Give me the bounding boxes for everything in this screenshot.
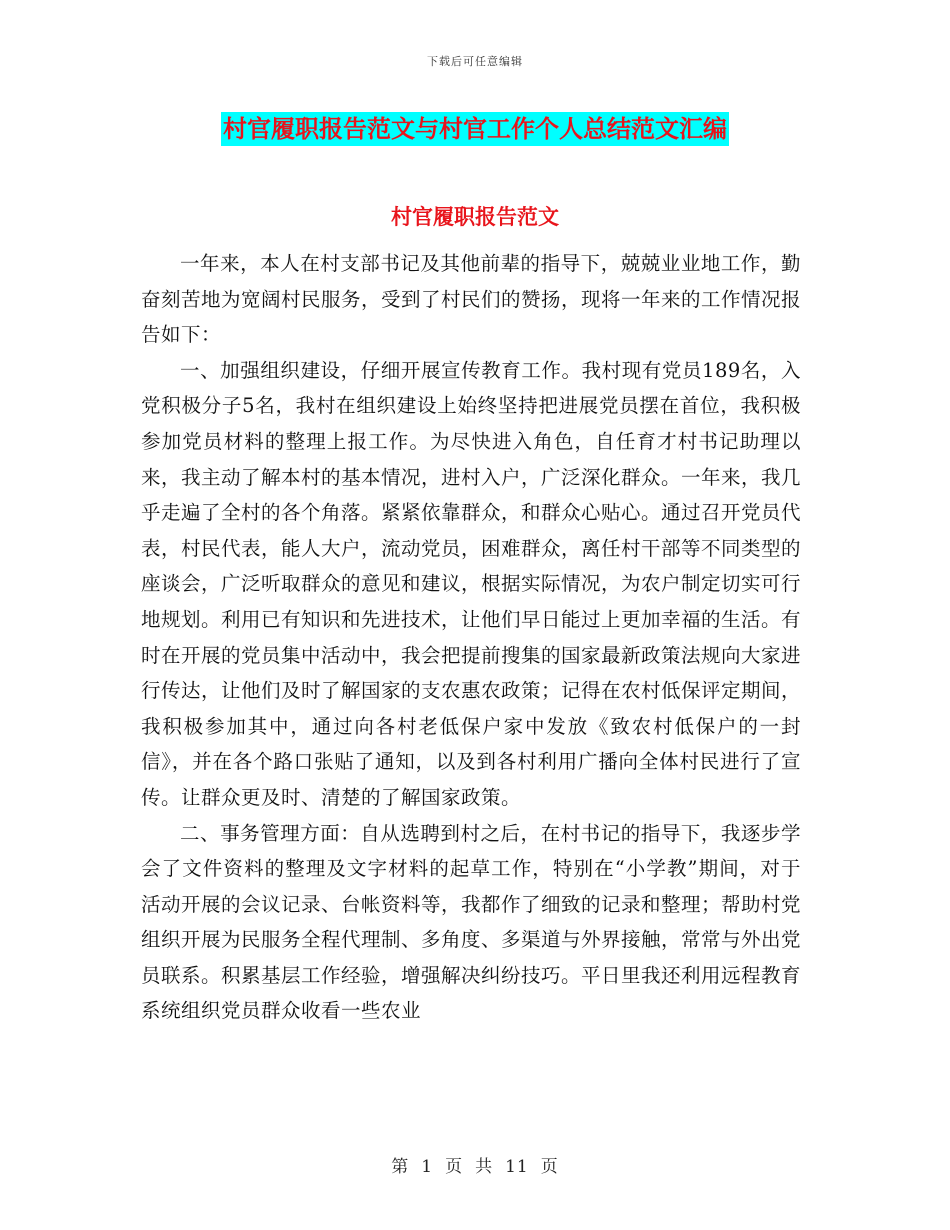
body-text: [141, 246, 801, 1029]
main-title-wrap: [0, 112, 950, 146]
paragraph-intro: 一年来，本人在村支部书记及其他前辈的指导下，兢兢业业地工作，勤奋刻苦地为宽阔村民服务，受到了村民们的赞扬，现将一年来的工作情况报告如下：: [141, 252, 802, 347]
page-footer: [0, 1152, 950, 1177]
footer-total-pages: 11: [505, 1157, 529, 1177]
paragraph-organization: 一、加强组织建设，仔细开展宣传教育工作。我村现有党员189名，入党积极分子5名，我村在组织建设上始终坚持把进展党员摆在首位，我积极参加党员材料的整理上报工作。为尽快进入角色，自任育才村书记助理以来，我主动了解本村的基本情况，进村入户，广泛深化群众。一年来，我几乎走遍了全村的各个角落。紧紧依靠群众，和群众心贴心。通过召开党员代表，村民代表，能人大户，流动党员，困难群众，离任村干部等不同类型的座谈会，广泛听取群众的意见和建议，根据实际情况，为农户制定切实可行地规划。利用已有知识和先进技术，让他们早日能过上更加幸福的生活。有时在开展的党员集中活动中，我会把提前搜集的国家最新政策法规向大家进行传达，让他们及时了解国家的支农惠农政策；记得在农村低保评定期间，我积极参加其中，通过向各村老低保户家中发放《致农村低保户的一封信》，并在各个路口张贴了通知，以及到各村利用广播向全体村民进行了宣传。让群众更及时、清楚的了解国家政策。: [141, 358, 802, 809]
footer-page-label: 页: [445, 1157, 464, 1177]
footer-suffix: 页: [540, 1157, 559, 1177]
section-title: 村官履职报告范文: [391, 205, 559, 229]
paragraph-affairs: 二、事务管理方面：自从选聘到村之后，在村书记的指导下，我逐步学会了文件资料的整理及文字材料的起草工作，特别在“小学教”期间，对于活动开展的会议记录、台帐资料等，我都作了细致的记录和整理；帮助村党组织开展为民服务全程代理制、多角度、多渠道与外界接触，常常与外出党员联系。积累基层工作经验，增强解决纠纷技巧。平日里我还利用远程教育系统组织党员群众收看一些农业: [141, 821, 802, 1023]
footer-prefix: 第: [391, 1157, 410, 1177]
footer-total-label: 共: [475, 1157, 494, 1177]
document-title: 村官履职报告范文与村官工作个人总结范文汇编: [221, 112, 729, 146]
header-note: 下载后可任意编辑: [427, 55, 523, 68]
footer-current-page: 1: [421, 1157, 434, 1177]
